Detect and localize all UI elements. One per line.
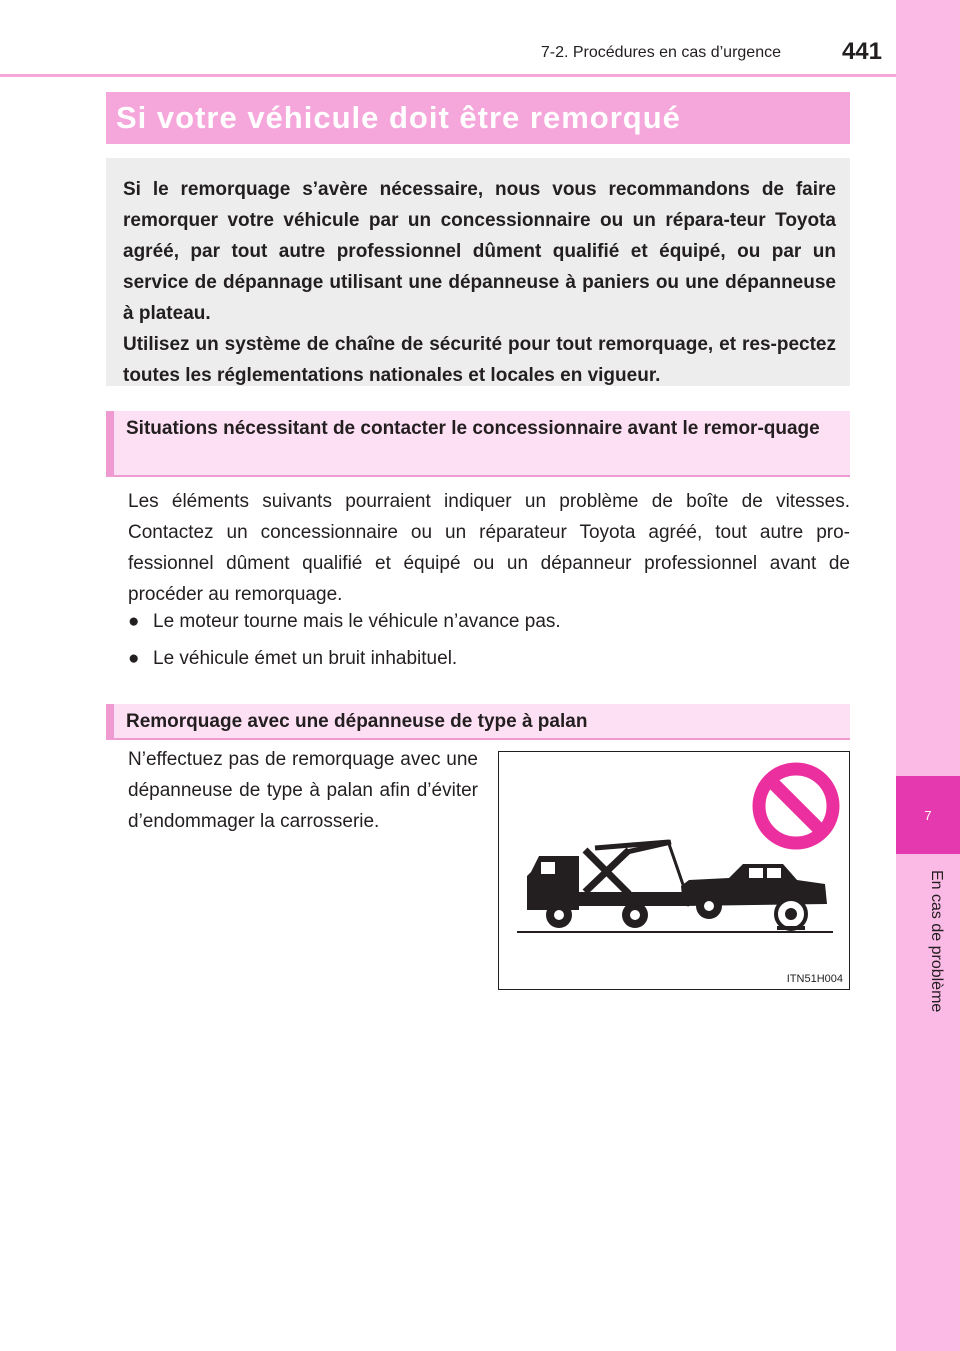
bullet-icon: ●: [128, 611, 140, 632]
intro-paragraph: Si le remorquage s’avère nécessaire, nous vous recommandons de faire remorquer votre véhicule par un concessionnaire ou un répara-teur Toyota agréé, par tout autre professionnel dûment qualifié et équipé, ou par un service de dépannage utilisant une dépanneuse à paniers ou une dépanneuse à plateau.: [123, 179, 836, 324]
page-title-bar: [106, 92, 850, 144]
section-heading-hoist: Remorquage avec une dépanneuse de type à palan: [106, 704, 850, 740]
chapter-title: En cas de problème: [928, 870, 945, 1013]
pickup-truck-illustration: [681, 864, 827, 930]
page-number: 441: [841, 38, 882, 65]
page-title: Si votre véhicule doit être remorqué: [116, 100, 681, 135]
intro-box: [106, 158, 850, 386]
list-item-text: Le véhicule émet un bruit inhabituel.: [153, 648, 458, 669]
list-item-text: Le moteur tourne mais le véhicule n’avance pas.: [153, 611, 561, 632]
side-tab: [896, 0, 960, 1351]
section-body-dealer: Les éléments suivants pourraient indiquer un problème de boîte de vitesses. Contactez un concessionnaire ou un réparateur Toyota agréé, tout autre pro-fessionnel dûment qualifié et équipé ou un dépanneur professionnel avant de procéder au remorquage.: [128, 491, 850, 605]
tow-figure: [498, 751, 850, 990]
header-rule: [0, 74, 896, 77]
intro-paragraph: Utilisez un système de chaîne de sécurité pour tout remorquage, et res-pectez toutes les réglementations nationales et locales en vigueur.: [123, 334, 836, 386]
tow-illustration: [499, 752, 849, 989]
header-section-title: 7-2. Procédures en cas d’urgence: [540, 44, 781, 61]
bullet-icon: ●: [128, 648, 140, 669]
list-item: [128, 643, 850, 674]
figure-code: ITN51H004: [786, 973, 843, 985]
list-item: [128, 606, 850, 637]
section-body-hoist: N’effectuez pas de remorquage avec une dépanneuse de type à palan afin d’éviter d’endommager la carrosserie.: [128, 749, 478, 832]
section-heading-dealer: Situations nécessitant de contacter le concessionnaire avant le remor-quage: [106, 411, 850, 477]
tow-truck-illustration: [527, 842, 689, 928]
chapter-number: 7: [896, 776, 960, 854]
prohibition-icon: [759, 769, 833, 843]
